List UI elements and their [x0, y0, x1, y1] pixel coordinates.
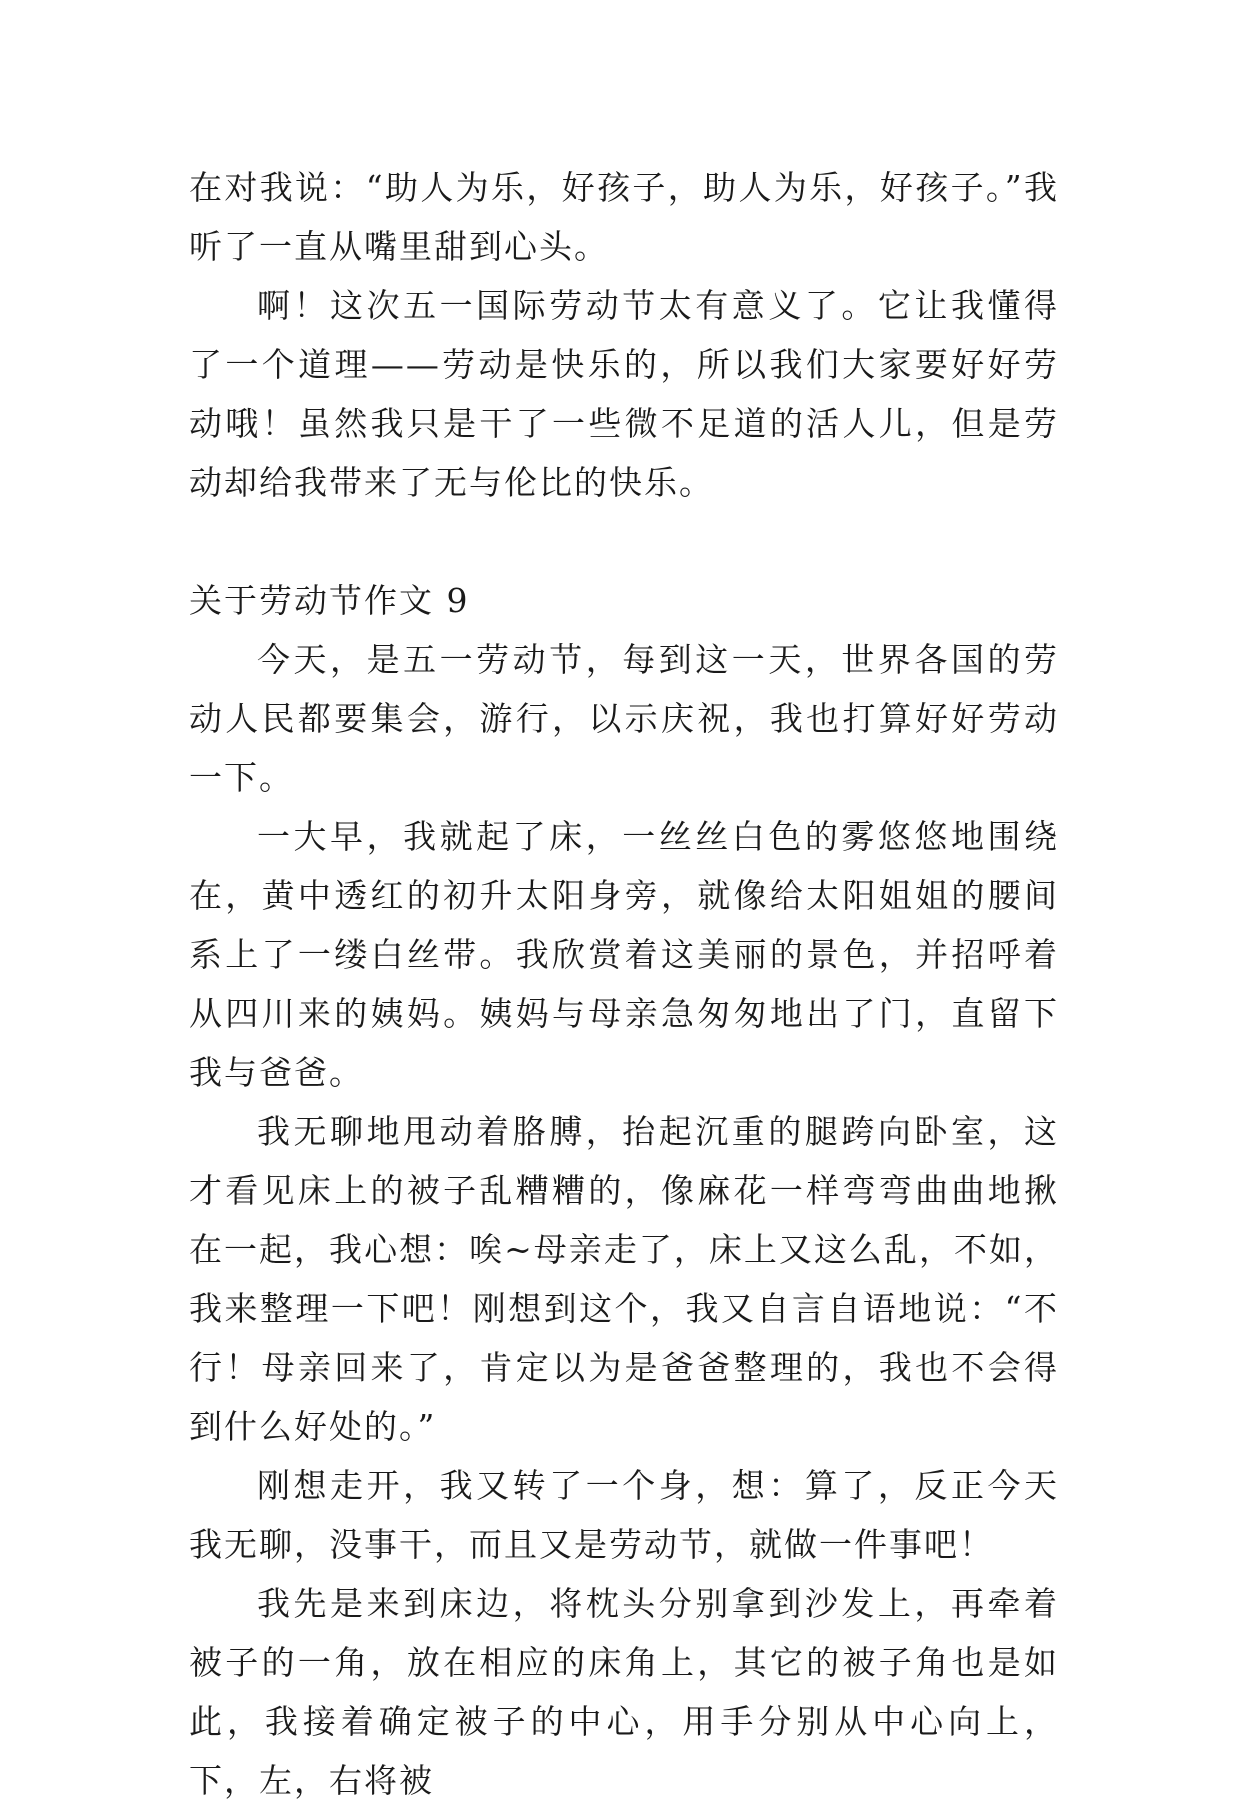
section-spacer [189, 512, 1059, 571]
paragraph-conclusion: 啊！这次五一国际劳动节太有意义了。它让我懂得了一个道理——劳动是快乐的，所以我们大家要好好劳动哦！虽然我只是干了一些微不足道的活人儿，但是劳动却给我带来了无与伦比的快乐。 [189, 286, 1059, 502]
document-body [189, 158, 1059, 1810]
paragraph-4: 刚想走开，我又转了一个身，想：算了，反正今天我无聊，没事干，而且又是劳动节，就做一件事吧！ [189, 1466, 1059, 1564]
paragraph-5: 我先是来到床边，将枕头分别拿到沙发上，再牵着被子的一角，放在相应的床角上，其它的被子角也是如此，我接着确定被子的中心，用手分别从中心向上，下，左，右将被 [189, 1584, 1059, 1800]
paragraph-continued: 在对我说：“助人为乐，好孩子，助人为乐，好孩子。”我听了一直从嘴里甜到心头。 [189, 168, 1059, 266]
paragraph-3: 我无聊地甩动着胳膊，抬起沉重的腿跨向卧室，这才看见床上的被子乱糟糟的，像麻花一样弯弯曲曲地揪在一起，我心想：唉~母亲走了，床上又这么乱，不如，我来整理一下吧！刚想到这个，我又自言自语地说：“不行！母亲回来了，肯定以为是爸爸整理的，我也不会得到什么好处的。” [189, 1112, 1059, 1446]
section-title: 关于劳动节作文 9 [189, 581, 470, 620]
paragraph-1: 今天，是五一劳动节，每到这一天，世界各国的劳动人民都要集会，游行，以示庆祝，我也打算好好劳动一下。 [189, 640, 1059, 797]
paragraph-2: 一大早，我就起了床，一丝丝白色的雾悠悠地围绕在，黄中透红的初升太阳身旁，就像给太阳姐姐的腰间系上了一缕白丝带。我欣赏着这美丽的景色，并招呼着从四川来的姨妈。姨妈与母亲急匆匆地出了门，直留下我与爸爸。 [189, 817, 1059, 1092]
